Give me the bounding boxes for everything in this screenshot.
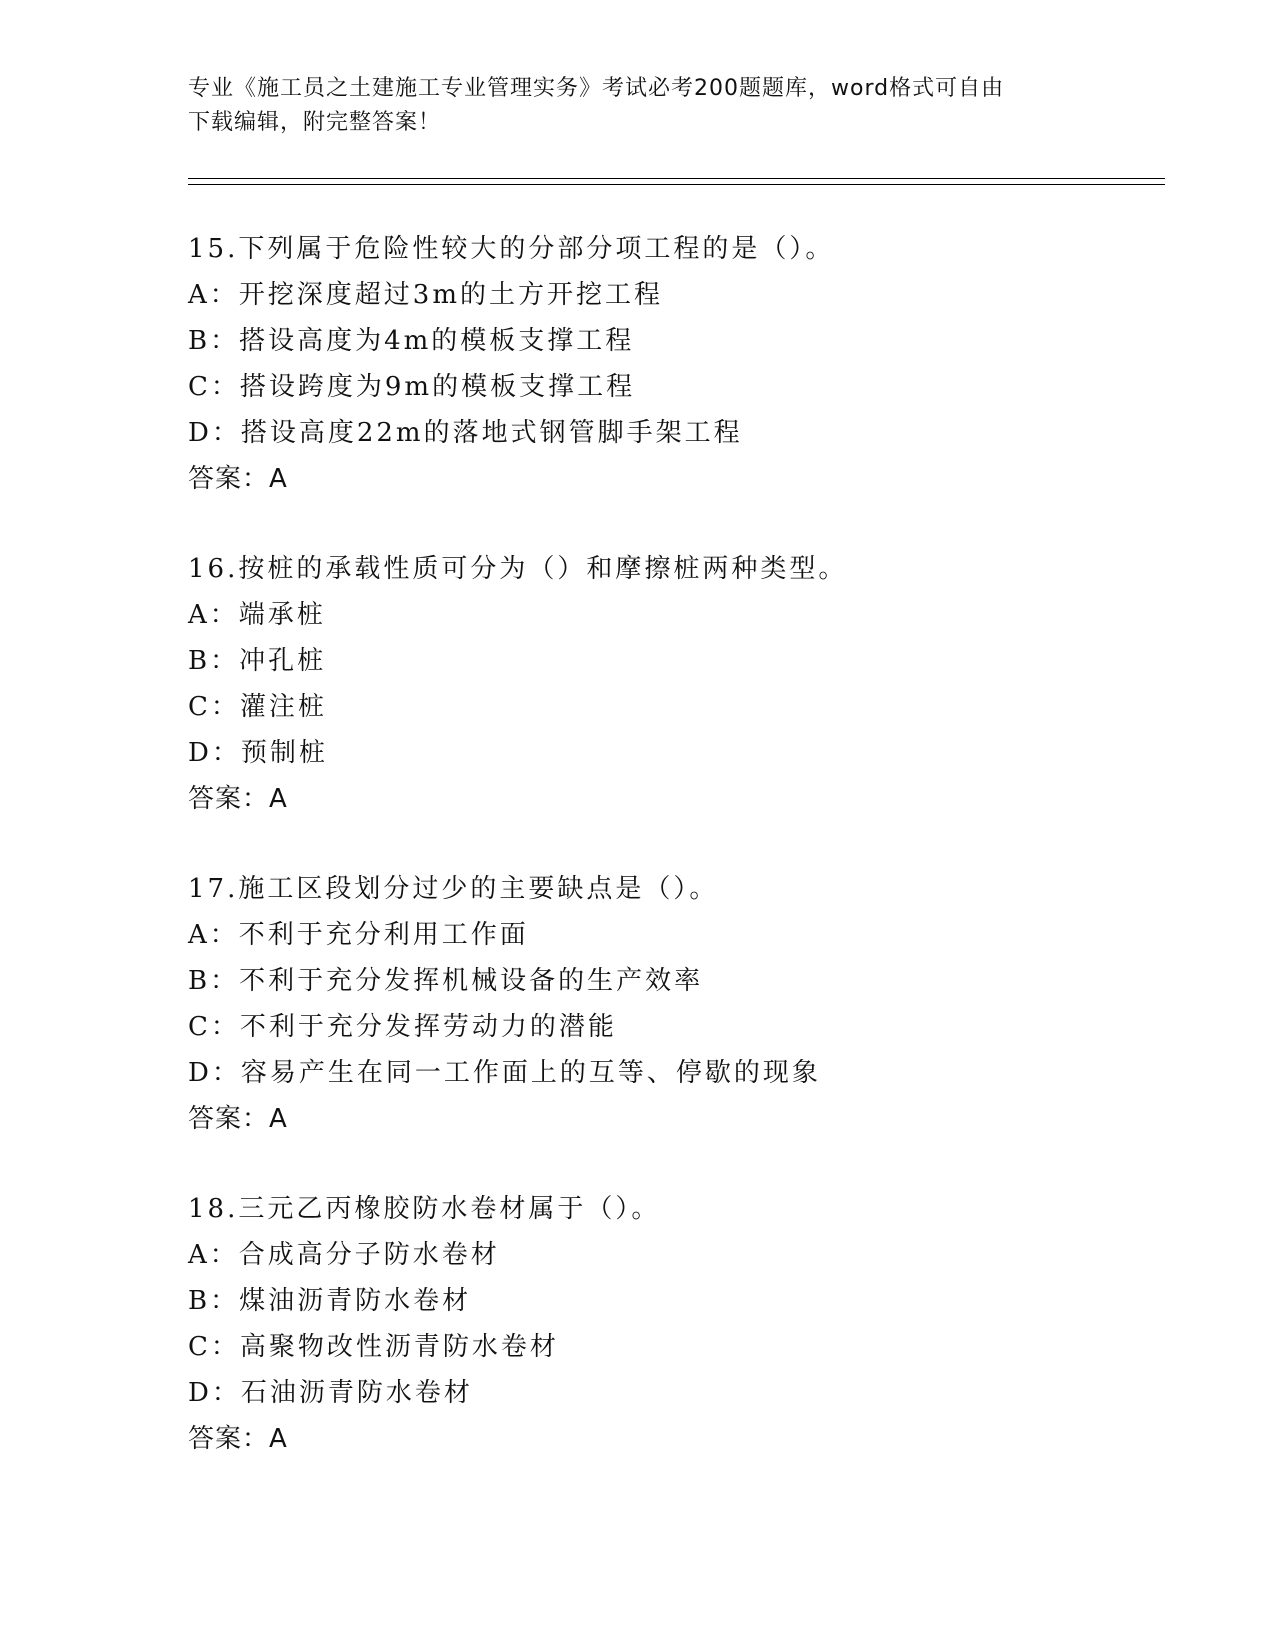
- option-d: D：预制桩: [188, 738, 328, 768]
- option-a: A：合成高分子防水卷材: [188, 1240, 500, 1270]
- option-b: B：搭设高度为4m的模板支撑工程: [188, 326, 635, 356]
- answer-line: 答案：A: [188, 784, 288, 814]
- answer-line: 答案：A: [188, 1104, 288, 1134]
- option-a: A：不利于充分利用工作面: [188, 920, 529, 950]
- option-a: A：开挖深度超过3m的土方开挖工程: [188, 280, 663, 310]
- answer-line: 答案：A: [188, 464, 288, 494]
- option-c: C：灌注桩: [188, 692, 327, 722]
- option-d: D：石油沥青防水卷材: [188, 1378, 473, 1408]
- question-stem: 17.施工区段划分过少的主要缺点是（）。: [188, 874, 719, 904]
- header-line-2: 下载编辑，附完整答案！: [188, 110, 442, 135]
- question-17: [188, 866, 1168, 1142]
- option-c: C：高聚物改性沥青防水卷材: [188, 1332, 559, 1362]
- document-header: [188, 72, 1088, 140]
- option-d: D：容易产生在同一工作面上的互等、停歇的现象: [188, 1058, 821, 1088]
- question-18: [188, 1186, 1168, 1462]
- question-15: [188, 226, 1168, 502]
- header-divider-top: [188, 178, 1165, 179]
- option-c: C：搭设跨度为9m的模板支撑工程: [188, 372, 636, 402]
- option-b: B：煤油沥青防水卷材: [188, 1286, 472, 1316]
- option-b: B：冲孔桩: [188, 646, 327, 676]
- header-line-1: 专业《施工员之土建施工专业管理实务》考试必考200题题库，word格式可自由: [188, 76, 1005, 101]
- question-stem: 16.按桩的承载性质可分为（）和摩擦桩两种类型。: [188, 554, 848, 584]
- question-16: [188, 546, 1168, 822]
- answer-line: 答案：A: [188, 1424, 288, 1454]
- option-b: B：不利于充分发挥机械设备的生产效率: [188, 966, 704, 996]
- option-a: A：端承桩: [188, 600, 326, 630]
- question-stem: 18.三元乙丙橡胶防水卷材属于（）。: [188, 1194, 661, 1224]
- option-c: C：不利于充分发挥劳动力的潜能: [188, 1012, 617, 1042]
- header-divider-bottom: [188, 184, 1165, 185]
- question-stem: 15.下列属于危险性较大的分部分项工程的是（）。: [188, 234, 835, 264]
- option-d: D：搭设高度22m的落地式钢管脚手架工程: [188, 418, 743, 448]
